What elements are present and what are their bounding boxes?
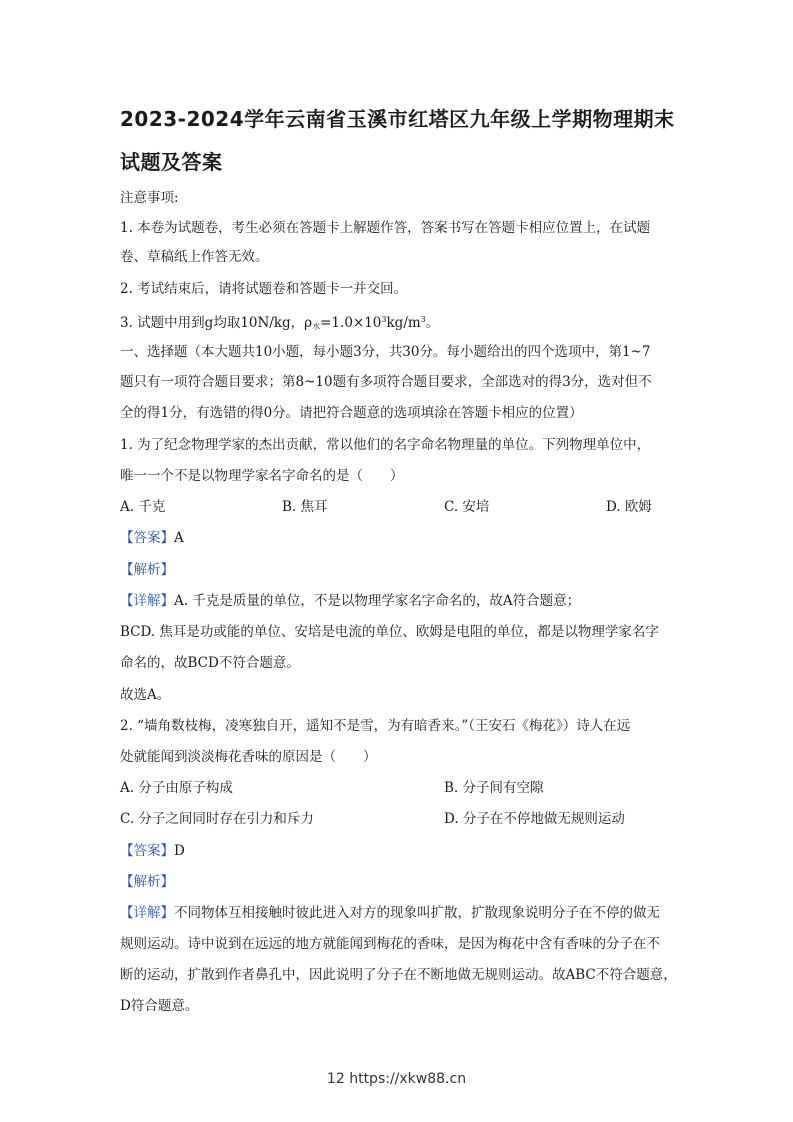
note-3-text: 3. 试题中用到g均取10N/kg，ρ (120, 315, 313, 331)
note-3 (120, 311, 680, 336)
answer-tag: 【答案】 (120, 530, 174, 546)
question-2-stem-line-2: 处就能闻到淡淡梅花香味的原因是（ ） (120, 749, 377, 765)
question-1-option-a: A. 千克 (120, 499, 166, 515)
question-2-detail-line-4: D符合题意。 (120, 998, 199, 1014)
question-2-answer (120, 842, 680, 860)
question-1-detail-line-4: 故选A。 (120, 687, 171, 703)
section-intro-line-2: 题只有一项符合题目要求；第8~10题有多项符合题目要求，全部选对的得3分，选对但不 (120, 374, 652, 390)
footer-url[interactable]: https://xkw88.cn (349, 1071, 467, 1087)
answer-tag: 【答案】 (120, 843, 174, 859)
note-2: 2. 考试结束后，请将试题卷和答题卡一并交回。 (120, 281, 408, 297)
detail-text: A. 千克是质量的单位，不是以物理学家名字命名的，故A符合题意； (174, 593, 581, 609)
question-2-option-b: B. 分子间有空隙 (444, 780, 544, 796)
section-intro-line-3: 全的得1分，有选错的得0分。请把符合题意的选项填涂在答题卡相应的位置） (120, 405, 583, 421)
question-1-option-d: D. 欧姆 (606, 499, 652, 515)
answer-value: A (174, 530, 184, 546)
question-2-detail-line-2: 规则运动。诗中说到在远远的地方就能闻到梅花的香味，是因为梅花中含有香味的分子在不 (120, 936, 660, 952)
question-2-analysis-tag: 【解析】 (120, 874, 174, 890)
note-3-unit-exponent: 3 (420, 315, 426, 324)
note-1-line-1: 1. 本卷为试题卷，考生必须在答题卡上解题作答，答案书写在答题卡相应位置上，在试题 (120, 220, 651, 236)
question-1-detail-line-1 (120, 592, 680, 610)
note-3-value: =1.0×10 (320, 315, 382, 331)
document-title-line-2: 试题及答案 (120, 150, 223, 174)
page-number: 12 (326, 1071, 345, 1087)
question-1-answer (120, 529, 680, 547)
question-1-option-c: C. 安培 (444, 499, 490, 515)
question-2-option-a: A. 分子由原子构成 (120, 780, 233, 796)
question-2-detail-line-3: 断的运动，扩散到作者鼻孔中，因此说明了分子在不断地做无规则运动。故ABC不符合题意， (120, 967, 677, 983)
answer-value: D (174, 843, 185, 859)
question-1-detail-line-3: 命名的，故BCD不符合题意。 (120, 655, 300, 671)
question-2-stem-line-1: 2. “墙角数枝梅，凌寒独自开，遥知不是雪，为有暗香来。”（王安石《梅花》）诗人在远 (120, 718, 631, 734)
note-3-exponent: 3 (381, 315, 387, 324)
notes-heading: 注意事项: (120, 190, 179, 206)
section-intro-line-1: 一、选择题（本大题共10小题，每小题3分，共30分。每小题给出的四个选项中，第1~7 (120, 344, 651, 360)
note-3-unit: kg/m (386, 315, 421, 331)
document-title-line-1: 2023-2024学年云南省玉溪市红塔区九年级上学期物理期末 (120, 107, 675, 131)
question-1-analysis-tag: 【解析】 (120, 562, 174, 578)
question-1-detail-line-2: BCD. 焦耳是功或能的单位、安培是电流的单位、欧姆是电阻的单位，都是以物理学家名字 (120, 624, 659, 640)
question-2-detail-line-1 (120, 904, 680, 922)
question-1-stem-line-1: 1. 为了纪念物理学家的杰出贡献，常以他们的名字命名物理量的单位。下列物理单位中， (120, 437, 651, 453)
detail-text: 不同物体互相接触时彼此进入对方的现象叫扩散，扩散现象说明分子在不停的做无 (174, 905, 660, 921)
question-2-option-d: D. 分子在不停地做无规则运动 (444, 811, 625, 827)
question-2-option-c: C. 分子之间同时存在引力和斥力 (120, 811, 314, 827)
note-3-end: 。 (425, 315, 440, 331)
note-3-subscript: 水 (312, 322, 321, 331)
question-1-stem-line-2: 唯一一个不是以物理学家名字命名的是（ ） (120, 468, 404, 484)
question-1-option-b: B. 焦耳 (282, 499, 328, 515)
detail-tag: 【详解】 (120, 905, 174, 921)
page-footer (0, 1071, 793, 1087)
detail-tag: 【详解】 (120, 593, 174, 609)
note-1-line-2: 卷、草稿纸上作答无效。 (120, 249, 269, 265)
